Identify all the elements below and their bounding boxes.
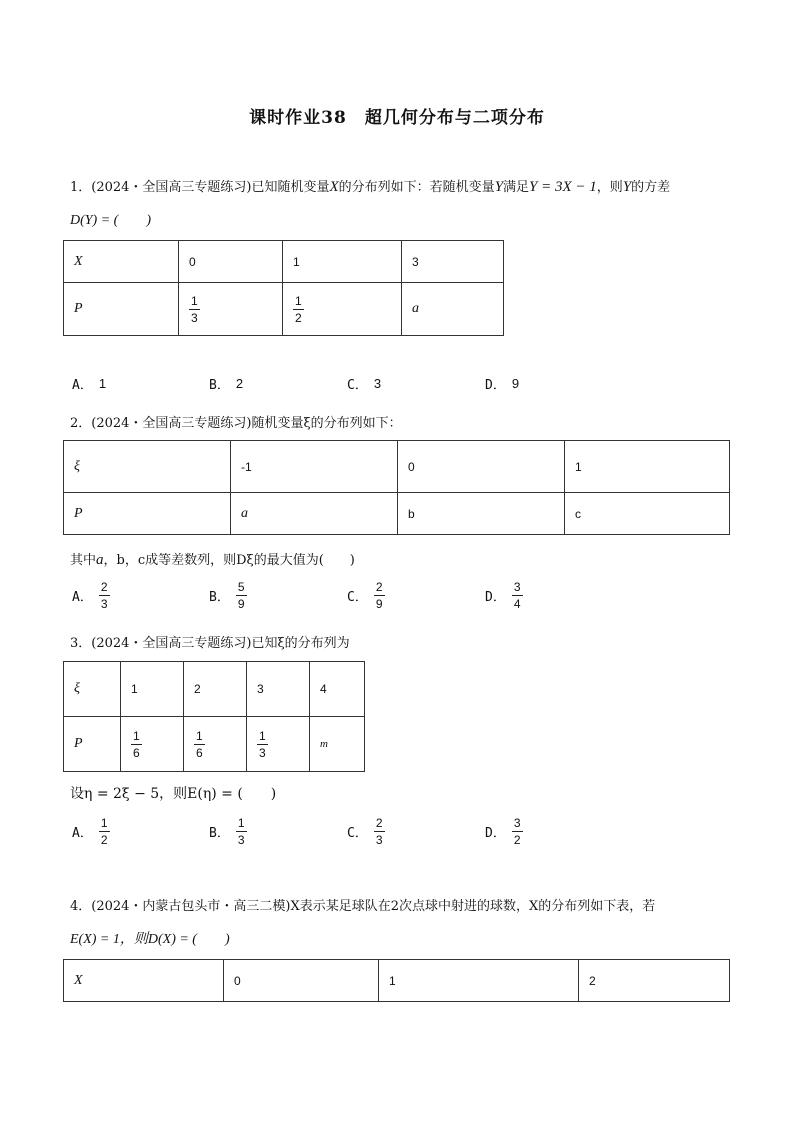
q1-var-y2: Y <box>622 179 632 195</box>
q4-intro: 4．(2024・内蒙古包头市・高三二模)X表示某足球队在2次点球中射进的球数，X的分布列如下表，若 <box>70 899 656 914</box>
q2-stem <box>70 549 355 569</box>
q1-line2: D(Y) = ( ) <box>70 213 151 228</box>
q3-cell-xi-4: 4 <box>310 662 365 717</box>
q2-cell-xi-neg1: -1 <box>231 441 398 493</box>
q1-option-a[interactable]: A． 1 <box>72 376 107 393</box>
q1-then: ，则 <box>596 180 623 195</box>
q3-cell-xi-3: 3 <box>247 662 310 717</box>
q3-cell-xi-2: 2 <box>184 662 247 717</box>
q2-stem-rest: ，b，c成等差数列，则Dξ的最大值为( ) <box>103 553 355 568</box>
q2-option-b[interactable]: B． $\frac{5}{9}$ <box>209 580 245 611</box>
fraction: $\frac{3}{4}$ <box>513 580 521 611</box>
q2-option-a[interactable]: A． $\frac{2}{3}$ <box>72 580 108 611</box>
fraction: $\frac{1}{3}$ <box>237 816 245 847</box>
q1-cell-p-label: P <box>64 283 179 336</box>
q4-cell-x1: 1 <box>379 960 579 1002</box>
q1-option-c[interactable]: C． 3 <box>347 376 382 393</box>
fraction: $\frac{1}{6}$ <box>133 728 140 760</box>
q3-option-d[interactable]: D． $\frac{3}{2}$ <box>485 816 521 847</box>
q1-line1 <box>70 176 670 196</box>
q3-stem: 设η = 2ξ − 5，则E(η) = ( ) <box>70 786 277 802</box>
fraction: $\frac{1}{2}$ <box>100 816 108 847</box>
q1-intro: 1．(2024・全国高三专题练习)已知随机变量 <box>70 180 330 195</box>
q2-intro: 2．(2024・全国高三专题练习)随机变量ξ的分布列如下： <box>70 416 402 431</box>
q1-cell-p1 <box>283 283 402 336</box>
q3-intro: 3．(2024・全国高三专题练习)已知ξ的分布列为 <box>70 636 350 651</box>
q3-cell-p4: m <box>310 717 365 772</box>
fraction: $\frac{3}{2}$ <box>513 816 521 847</box>
q2-option-c[interactable]: C． $\frac{2}{9}$ <box>347 580 383 611</box>
q2-cell-c: c <box>565 493 730 535</box>
q1-mid: 的分布列如下：若随机变量 <box>338 180 495 195</box>
fraction: $\frac{1}{6}$ <box>196 728 203 760</box>
q3-cell-xi-1: 1 <box>121 662 184 717</box>
q3-cell-xi-label: ξ <box>64 662 121 717</box>
page-title: 课时作业38 超几何分布与二项分布 <box>249 108 545 128</box>
q1-cell-p3: a <box>402 283 504 336</box>
q3-cell-p3 <box>247 717 310 772</box>
q2-cell-a: a <box>231 493 398 535</box>
q3-table <box>63 661 365 772</box>
q2-cell-xi-label: ξ <box>64 441 231 493</box>
fraction: $\frac{2}{3}$ <box>375 816 383 847</box>
q4-cell-x2: 2 <box>579 960 730 1002</box>
q4-table <box>63 959 730 1002</box>
q1-cell-x1: 1 <box>283 241 402 283</box>
q3-cell-p-label: P <box>64 717 121 772</box>
q3-option-a[interactable]: A． $\frac{1}{2}$ <box>72 816 108 847</box>
q3-cell-p2 <box>184 717 247 772</box>
q2-stem-start: 其中 <box>70 553 97 568</box>
q1-cell-p0 <box>179 283 283 336</box>
q3-option-b[interactable]: B． $\frac{1}{3}$ <box>209 816 245 847</box>
q4-cell-x0: 0 <box>224 960 379 1002</box>
q1-tail: 的方差 <box>631 180 671 195</box>
q2-option-d[interactable]: D． $\frac{3}{4}$ <box>485 580 521 611</box>
q2-table <box>63 440 730 535</box>
fraction: $\frac{1}{3}$ <box>259 728 266 760</box>
q2-cell-xi-0: 0 <box>398 441 565 493</box>
q1-option-b[interactable]: B． 2 <box>209 376 244 393</box>
q2-cell-xi-1: 1 <box>565 441 730 493</box>
q1-satisfy: 满足 <box>503 180 530 195</box>
q1-var-y: Y <box>494 179 504 195</box>
q3-cell-p1 <box>121 717 184 772</box>
q2-cell-p-label: P <box>64 493 231 535</box>
q1-cell-x0: 0 <box>179 241 283 283</box>
q4-cell-x-label: X <box>64 960 224 1002</box>
q3-option-c[interactable]: C． $\frac{2}{3}$ <box>347 816 383 847</box>
q2-stem-a: a <box>96 552 104 568</box>
q1-cell-x3: 3 <box>402 241 504 283</box>
q1-option-d[interactable]: D． 9 <box>485 376 520 393</box>
q4-line2: E(X) = 1，则D(X) = ( ) <box>70 932 230 947</box>
fraction: $\frac{2}{9}$ <box>375 580 383 611</box>
q1-equation: Y = 3X − 1 <box>529 179 597 195</box>
fraction: $\frac{2}{3}$ <box>100 580 108 611</box>
q1-cell-x-label: X <box>64 241 179 283</box>
fraction: $\frac{1}{3}$ <box>191 293 198 325</box>
fraction: $\frac{5}{9}$ <box>237 580 245 611</box>
q2-cell-b: b <box>398 493 565 535</box>
q1-table <box>63 240 504 336</box>
fraction: $\frac{1}{2}$ <box>295 293 302 325</box>
q1-var-x: X <box>329 179 339 195</box>
